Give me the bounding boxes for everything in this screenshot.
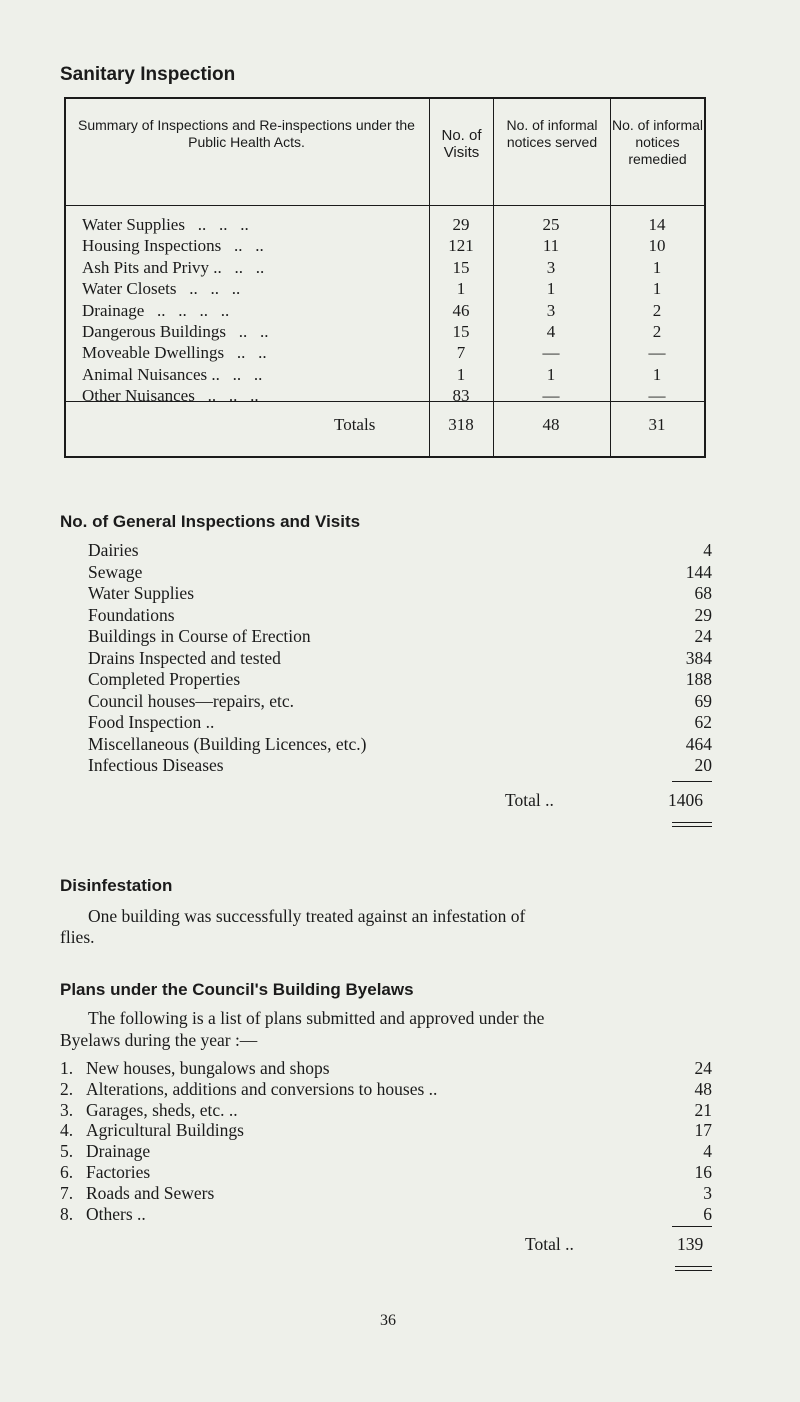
item-label: Completed Properties — [88, 669, 241, 689]
list-item — [60, 1162, 712, 1183]
item-number: 8. — [60, 1203, 74, 1224]
row-label: Housing Inspections .. .. — [82, 236, 264, 256]
row-visits: 15 — [452, 257, 470, 277]
row-remedied: 14 — [648, 215, 666, 234]
plans-intro-line1: The following is a list of plans submitted and approved under the — [88, 1008, 545, 1028]
item-label: Drainage — [86, 1141, 151, 1162]
list-item — [60, 1100, 712, 1121]
general-list — [88, 540, 712, 777]
table-row — [64, 258, 706, 279]
item-value: 6 — [703, 1203, 712, 1224]
list-item — [60, 1204, 712, 1225]
item-value: 17 — [694, 1120, 712, 1141]
row-served: — — [542, 386, 560, 406]
table-row — [64, 301, 706, 322]
list-item — [88, 605, 712, 627]
item-value: 48 — [694, 1078, 712, 1099]
item-number: 4. — [60, 1120, 74, 1141]
row-remedied: 1 — [652, 257, 662, 277]
double-rule — [672, 826, 712, 827]
list-item — [88, 691, 712, 713]
item-value: 188 — [685, 669, 712, 689]
row-visits: 1 — [456, 364, 466, 384]
row-visits: 29 — [452, 215, 470, 234]
table-header-remedied: No. of informal notices remedied — [611, 117, 704, 167]
row-visits: 1 — [456, 279, 466, 299]
item-number: 2. — [60, 1078, 74, 1099]
list-item — [88, 669, 712, 691]
item-label: Buildings in Course of Erection — [88, 626, 311, 646]
totals-remedied: 31 — [648, 415, 666, 434]
item-label: Factories — [86, 1161, 151, 1182]
item-value: 24 — [694, 1058, 712, 1078]
table-row — [64, 386, 706, 407]
summary-table — [64, 97, 706, 458]
item-value: 144 — [685, 561, 712, 582]
double-rule — [672, 822, 712, 823]
table-row — [64, 343, 706, 364]
row-served: 3 — [546, 257, 556, 277]
row-label: Other Nuisances .. .. .. — [82, 386, 259, 406]
table-header-served: No. of informal notices served — [506, 117, 598, 150]
item-value: 384 — [685, 647, 712, 668]
general-total-label: Total .. — [505, 790, 554, 810]
plans-total-value: 139 — [677, 1234, 704, 1254]
double-rule — [675, 1266, 712, 1267]
item-label: Foundations — [88, 604, 175, 625]
table-row — [64, 279, 706, 300]
item-value: 16 — [694, 1161, 712, 1182]
row-label: Ash Pits and Privy .. .. .. — [82, 257, 265, 277]
item-label: Drains Inspected and tested — [88, 647, 281, 668]
item-number: 7. — [60, 1182, 74, 1203]
item-value: 4 — [703, 1141, 712, 1162]
plans-heading: Plans under the Council's Building Byelaws — [60, 980, 414, 999]
row-served: 4 — [546, 321, 556, 341]
item-label: Water Supplies — [88, 583, 194, 603]
list-item — [88, 755, 712, 777]
item-number: 3. — [60, 1099, 74, 1120]
item-label: Alterations, additions and conversions to houses .. — [86, 1078, 438, 1099]
page-number: 36 — [380, 1312, 396, 1329]
item-value: 62 — [694, 712, 712, 732]
row-served: — — [542, 343, 560, 363]
row-remedied: 1 — [652, 279, 662, 299]
row-visits: 46 — [452, 300, 470, 320]
plans-total-label: Total .. — [525, 1234, 574, 1254]
list-item — [60, 1183, 712, 1204]
table-row — [64, 365, 706, 386]
row-visits: 83 — [452, 386, 470, 406]
item-label: Council houses—repairs, etc. — [88, 690, 295, 711]
item-value: 69 — [694, 690, 712, 711]
item-label: Food Inspection .. — [88, 712, 215, 732]
item-label: Miscellaneous (Building Licences, etc.) — [88, 733, 367, 754]
list-item — [88, 540, 712, 562]
disinfestation-text-line2: flies. — [60, 927, 95, 947]
row-remedied: 2 — [652, 300, 662, 320]
row-served: 11 — [542, 236, 560, 256]
totals-label: Totals — [334, 415, 376, 434]
general-heading: No. of General Inspections and Visits — [60, 512, 361, 531]
table-row — [64, 215, 706, 236]
disinfestation-heading: Disinfestation — [60, 876, 173, 895]
general-total-value: 1406 — [668, 790, 703, 810]
row-label: Animal Nuisances .. .. .. — [82, 364, 263, 384]
item-label: New houses, bungalows and shops — [86, 1058, 330, 1078]
list-item — [60, 1141, 712, 1162]
disinfestation-text-line1: One building was successfully treated against an infestation of — [88, 906, 526, 926]
table-header-summary: Summary of Inspections and Re-inspections under the Public Health Acts. — [78, 117, 415, 150]
table-row — [64, 236, 706, 257]
item-value: 20 — [694, 755, 712, 775]
item-label: Others .. — [86, 1203, 146, 1224]
item-label: Infectious Diseases — [88, 755, 224, 775]
double-rule — [675, 1270, 712, 1271]
subtotal-rule — [672, 781, 712, 782]
row-served: 1 — [546, 279, 556, 299]
row-visits: 15 — [452, 321, 470, 341]
row-remedied: — — [648, 386, 666, 406]
row-label: Moveable Dwellings .. .. — [82, 343, 267, 363]
row-label: Water Closets .. .. .. — [82, 279, 241, 299]
item-label: Sewage — [88, 561, 143, 582]
list-item — [88, 626, 712, 648]
list-item — [88, 562, 712, 584]
list-item — [88, 583, 712, 605]
item-number: 6. — [60, 1161, 74, 1182]
item-value: 4 — [703, 540, 712, 560]
item-label: Agricultural Buildings — [86, 1120, 244, 1141]
row-served: 3 — [546, 300, 556, 320]
list-item — [60, 1120, 712, 1141]
list-item — [60, 1079, 712, 1100]
list-item — [88, 648, 712, 670]
row-remedied: 2 — [652, 321, 662, 341]
item-value: 24 — [694, 626, 712, 646]
plans-list — [60, 1058, 712, 1224]
item-value: 21 — [694, 1099, 712, 1120]
plans-intro-line2: Byelaws during the year :— — [60, 1030, 258, 1050]
item-label: Garages, sheds, etc. .. — [86, 1099, 238, 1120]
item-value: 3 — [703, 1182, 712, 1203]
item-label: Dairies — [88, 540, 139, 560]
list-item — [88, 712, 712, 734]
row-remedied: — — [648, 343, 666, 363]
list-item — [88, 734, 712, 756]
item-label: Roads and Sewers — [86, 1182, 215, 1203]
row-remedied: 10 — [648, 236, 666, 256]
row-label: Water Supplies .. .. .. — [82, 215, 249, 234]
totals-served: 48 — [542, 415, 560, 434]
row-visits: 121 — [448, 236, 474, 256]
row-label: Dangerous Buildings .. .. — [82, 321, 269, 341]
row-label: Drainage .. .. .. .. — [82, 300, 230, 320]
item-value: 68 — [694, 583, 712, 603]
totals-visits: 318 — [448, 415, 474, 434]
item-value: 29 — [694, 604, 712, 625]
list-item — [60, 1058, 712, 1079]
row-served: 1 — [546, 364, 556, 384]
table-header-visits: No. of Visits — [441, 127, 482, 161]
row-remedied: 1 — [652, 364, 662, 384]
item-number: 5. — [60, 1141, 74, 1162]
item-value: 464 — [685, 733, 712, 754]
table-body — [64, 215, 706, 408]
page-title: Sanitary Inspection — [60, 64, 236, 85]
row-served: 25 — [542, 215, 560, 234]
subtotal-rule — [672, 1226, 712, 1227]
item-number: 1. — [60, 1058, 74, 1078]
row-visits: 7 — [456, 343, 466, 363]
table-row — [64, 322, 706, 343]
